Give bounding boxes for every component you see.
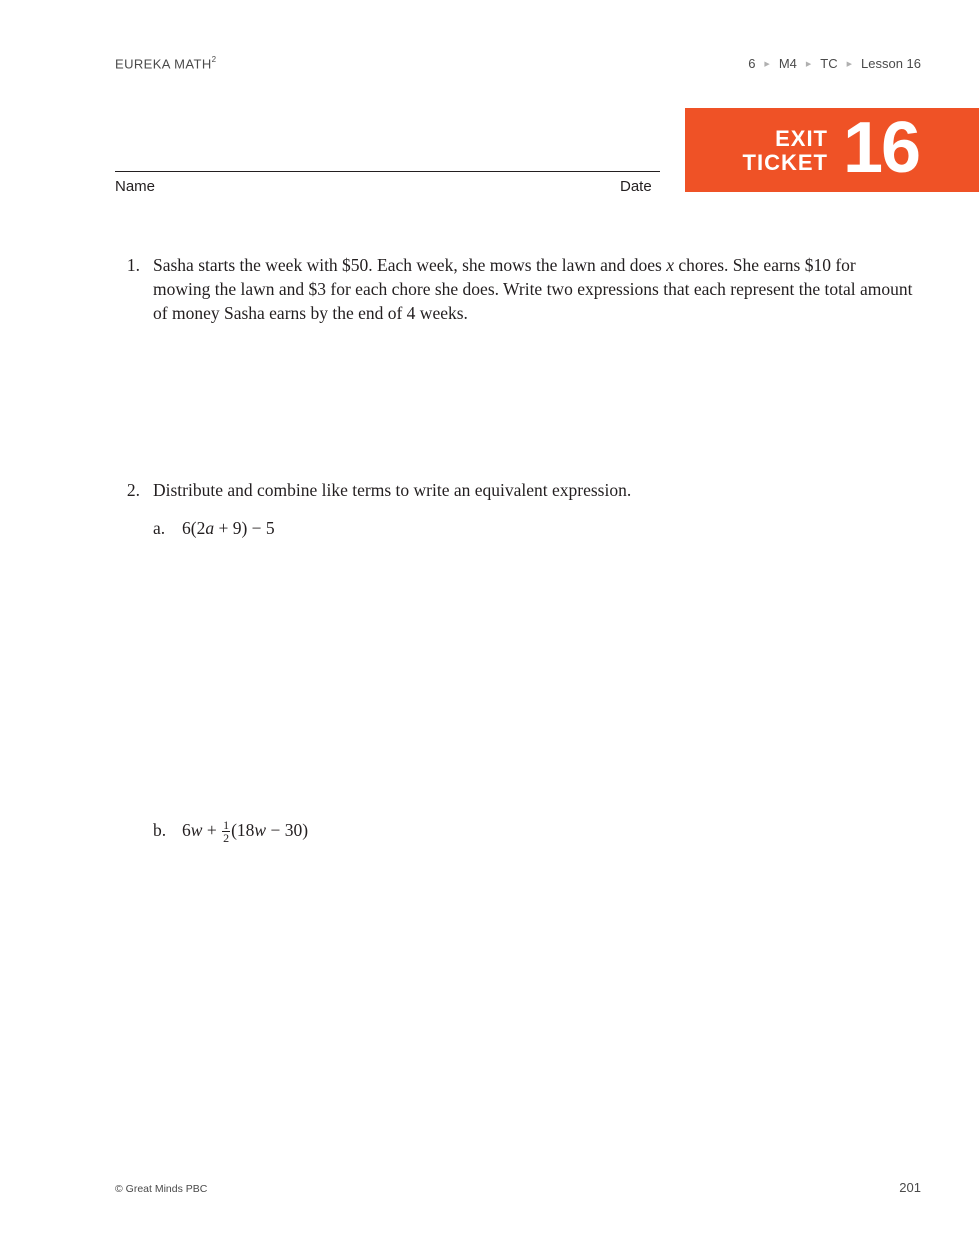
exit-ticket-number: 16 (843, 108, 920, 188)
exit-ticket-badge (685, 108, 979, 192)
date-label: Date (620, 178, 652, 195)
brand-title: EUREKA MATH$^2$ (115, 55, 217, 72)
breadcrumb-arrow-icon: ▶ (764, 60, 770, 68)
breadcrumb (748, 56, 921, 71)
exit-ticket-word-ticket: TICKET (742, 150, 828, 175)
breadcrumb-topic: TC (820, 56, 838, 71)
footer-page-number: 201 (899, 1180, 921, 1195)
exit-ticket-word-exit: EXIT (775, 126, 828, 151)
problem-1-text: Sasha starts the week with $50. Each week, she mows the lawn and does x chores. She earns $10 for mowing the lawn and $3 for each chore she does. Write two expressions that each represent the total amount of money Sasha earns by the end of 4 weeks. (153, 255, 913, 323)
breadcrumb-arrow-icon: ▶ (846, 60, 852, 68)
problem-2a-expression: 6(2a + 9) − 5 (182, 518, 275, 538)
name-date-line[interactable] (115, 171, 660, 172)
problem-2a-label: a. (153, 518, 166, 538)
problem-2-number: 2. (126, 480, 140, 500)
name-label: Name (115, 178, 156, 195)
problem-2-text: Distribute and combine like terms to write an equivalent expression. (153, 480, 632, 500)
breadcrumb-lesson: Lesson 16 (861, 56, 921, 71)
problem-1-number: 1. (126, 255, 140, 275)
breadcrumb-module: M4 (778, 56, 797, 71)
breadcrumb-arrow-icon: ▶ (805, 60, 812, 68)
fraction-one-half: $\frac{1}{2}$ (223, 818, 230, 846)
problem-2b-expression: 6w + $\frac{1}{2}$ (18w − 30) (182, 818, 309, 846)
breadcrumb-grade: 6 (748, 56, 756, 71)
footer-copyright: © Great Minds PBC (115, 1183, 208, 1195)
problem-2b-label: b. (153, 820, 167, 840)
